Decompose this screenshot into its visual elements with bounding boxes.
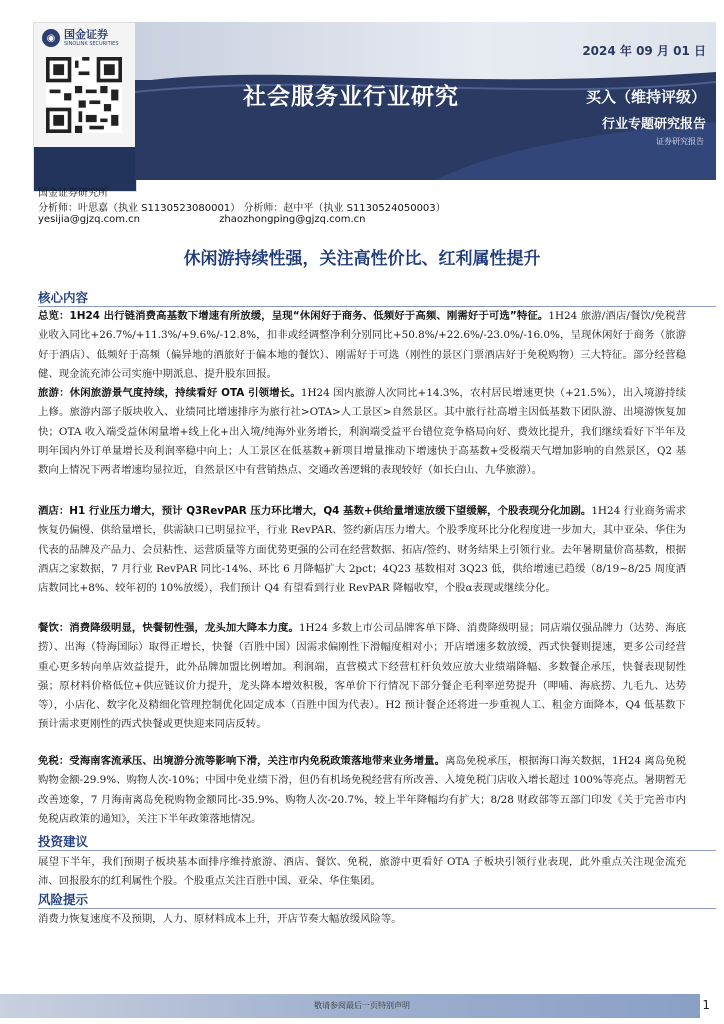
section-invest-heading: 投资建议 (38, 834, 89, 849)
page-number: 1 (702, 998, 710, 1012)
paragraph-lead: 总览：1H24 出行链消费高基数下增速有所放缓，呈现“休闲好于商务、低频好于高频、刚需好于可选”特征。 (38, 310, 549, 322)
paragraph-tourism (38, 384, 686, 480)
org-name: 国金证券研究所 (38, 188, 108, 199)
logo-name: 国金证券 (64, 28, 108, 41)
logo-sub: SINOLINK SECURITIES (64, 41, 119, 47)
paragraph-dutyfree (38, 752, 686, 829)
email-2[interactable]: zhaozhongping@gjzq.com.cn (219, 214, 366, 225)
paragraph-body: 离岛免税承压，根据海口海关数据，1H24 离岛免税购物金额-29.9%、购物人次-10%；中国中免业绩下滑，但仍有机场免税经营有所改善、入境免税门店收入增长超过 100%等亮点。暑期暂无改善迹象，7 月海南离岛免税购物金额同比-35.9%、购物人次-20.7%，较上半年降幅均有扩大；8/28 财政部等五部门印发《关于完善市内免税店政策的通知》，关注下半年政策落地情况。 (38, 755, 687, 825)
section-core-heading: 核心内容 (38, 290, 89, 305)
paragraph-body: 1H24 多数上市公司品牌客单下降、消费降级明显；同店端仅强品牌力（达势、海底捞）、出海（特海国际）取得正增长，快餐（百胜中国）因需求偏刚性下滑幅度相对小；开店增速多数放缓，西式快餐则提速，更多公司经营重心更多转向单店效益提升，此外品牌加盟比例增加。利润端，直营模式下经营杠杆负效应放大业绩端降幅、多数餐企承压，快餐表现韧性强；原材料价格低位+供应链议价力提升，龙头降本增效积极，客单价下行情况下部分餐企毛利率逆势提升（呷哺、海底捞、九毛九、达势等），小店化、数字化及精细化管理控制优化固定成本（百胜中国为代表）。H2 预计餐企还将进一步重视人工、租金方面降本，Q4 低基数下预计需求更刚性的西式快餐或更快迎来同店反转。 (38, 622, 686, 731)
paragraph-body: 1H24 旅游/酒店/餐饮/免税营业收入同比+26.7%/+11.3%/+9.6%/-12.8%，扣非或经调整净利分别同比+50.8%/+22.6%/-23.0%/-16.0%，呈现休闲好于商务（旅游好于酒店）、低频好于高频（偏异地的酒旅好于偏本地的餐饮）、刚需好于可选（刚性的景区门票酒店好于免税购物）三大特征。部分经营稳健、现金流充沛公司实施中期派息、提升股东回报。 (38, 310, 686, 380)
rating: 买入（维持评级） (585, 88, 706, 106)
paragraph-body: 1H24 国内旅游人次同比+14.3%，农村居民增速更快（+21.5%），出入境游持续上修。旅游内部子版块收入、业绩同比增速排序为旅行社>OTA>人工景区>自然景区。其中旅行社高增主因低基数下团队游、出境游恢复加快；OTA 收入端受益休闲量增+线上化+出入境/纯海外业务增长，利润端受益平台错位竞争格局向好、费效比提升，我们继续看好下半年及明年国内外订单量增长及利润率稳中向上；人工景区在低基数+新项目增量推动下增速快于高基数+受极端天气增加影响的自然景区，Q2 基数向上情况下两者增速均显拉近，自然景区中有营销热点、交通改善逻辑的表现较好（如长白山、九华旅游）。 (38, 387, 686, 477)
report-type: 行业专题研究报告 (601, 117, 706, 132)
small-tag: 证券研究报告 (656, 137, 704, 146)
paragraph-lead: 旅游：休闲旅游景气度持续，持续看好 OTA 引领增长。 (38, 387, 301, 399)
qr-panel (33, 22, 137, 192)
paragraph-invest: 展望下半年，我们预期子板块基本面排序维持旅游、酒店、餐饮、免税，旅游中更看好 OTA 子板块引领行业表现，此外重点关注现金流充沛、回报股东的红利属性个股。个股重点关注百胜中国、亚朵、华住集团。 (38, 856, 686, 888)
report-subtitle: 休闲游持续性强，关注高性价比、红利属性提升 (183, 249, 541, 269)
section-risk-heading: 风险提示 (38, 892, 89, 907)
company-logo (42, 29, 119, 47)
logo-mark-icon: ◉ (42, 29, 60, 47)
section-risk-rule (38, 908, 716, 909)
report-date: 2024 年 09 月 01 日 (582, 44, 706, 58)
paragraph-lead: 免税：受海南客流承压、出境游分流等影响下滑，关注市内免税政策落地带来业务增量。 (38, 755, 446, 767)
paragraph-lead: 餐饮：消费降级明显，快餐韧性强，龙头加大降本力度。 (38, 622, 299, 634)
email-1[interactable]: yesijia@gjzq.com.cn (38, 214, 141, 225)
section-invest-rule (38, 850, 716, 851)
paragraph-hotel (38, 502, 686, 598)
page-title: 社会服务业行业研究 (243, 84, 459, 110)
analysts-line: 分析师：叶思嘉（执业 S1130523080001） 分析师：赵中平（执业 S1130524050003） (38, 203, 446, 214)
paragraph-lead: 酒店：H1 行业压力增大，预计 Q3RevPAR 压力环比增大，Q4 基数+供给量增速放缓下望缓解，个股表现分化加剧。 (38, 505, 592, 517)
paragraph-catering (38, 619, 686, 735)
emails-line (38, 214, 366, 225)
footer-disclaimer: 敬请参阅最后一页特别声明 (314, 1001, 410, 1010)
paragraph-risk: 消费力恢复速度不及预期，人力、原材料成本上升，开店节奏大幅放缓风险等。 (38, 913, 402, 925)
paragraph-body: 1H24 行业商务需求恢复仍偏慢、供给量增长，供需缺口已明显拉平，行业 RevPAR、签约新店压力增大。个股季度环比分化程度进一步加大，其中亚朵、华住为代表的品牌及产品力、会员粘性、运营质量等方面优势更强的公司在经营数据、拓店/签约、财务结果上引领行业。去年暑期量价高基数，根据酒店之家数据，7 月行业 RevPAR 同比-14%、环比 6 月降幅扩大 2pct；4Q23 基数相对 3Q23 低，供给增速已趋缓（8/19~8/25 周度酒店数同比+8%、较年初的 10%放缓），我们预计 Q4 有望看到行业 RevPAR 降幅收窄，个股α表现或继续分化。 (38, 505, 686, 595)
header-banner (135, 22, 716, 180)
qr-code-icon[interactable] (46, 57, 122, 133)
paragraph-overview (38, 307, 686, 384)
